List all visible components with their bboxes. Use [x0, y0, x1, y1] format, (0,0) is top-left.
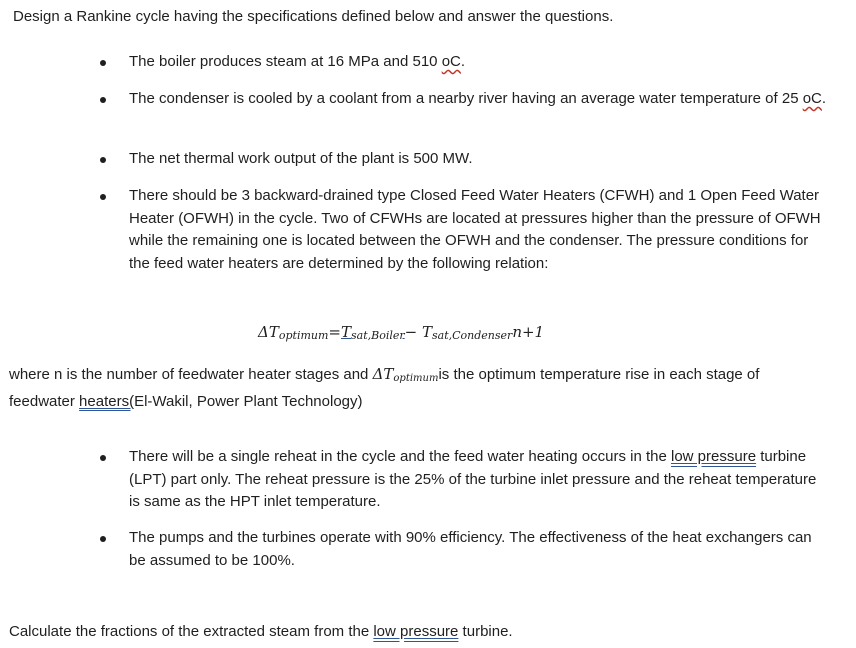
- item-text: There should be 3 backward-drained type Closed Feed Water Heaters (CFWH) and 1 Open Feed Water Heater (OFWH) in the cycle. Two of CFWHs are located at pressures higher than the pressure of OFWH while the remaining one is located between the OFWH and the condenser. The pressure conditions for the feed water heaters are determined by the following relation:: [129, 187, 821, 272]
- question-text: [9, 621, 829, 644]
- low-pressure-proofing-mark: low pressure: [671, 448, 757, 465]
- optimum-temperature-formula: [258, 321, 544, 348]
- where-paragraph: [9, 363, 829, 413]
- list-item-reheat: [129, 446, 829, 514]
- delta-t-symbol: ΔT: [372, 365, 394, 383]
- formula-sub-condenser: sat,Condenser: [432, 329, 513, 342]
- bullet-icon: [100, 157, 106, 163]
- item-punct: .: [821, 90, 827, 107]
- bullet-icon: [100, 97, 106, 103]
- where-text: where n is the number of feedwater heater stages and: [9, 366, 373, 383]
- intro-text: Design a Rankine cycle having the specifications defined below and answer the questions.: [13, 8, 614, 25]
- formula-n-plus-1: n+1: [512, 323, 545, 341]
- delta-t-sub: optimum: [393, 373, 439, 384]
- unit-degree-c: oC: [441, 53, 461, 70]
- list-item-feedwater-heaters: [129, 185, 829, 275]
- bullet-icon: [100, 455, 106, 461]
- bullet-icon: [100, 536, 106, 542]
- formula-sub-boiler: sat,Boiler: [351, 329, 405, 342]
- unit-degree-c: oC: [802, 90, 822, 107]
- item-text: The net thermal work output of the plant is 500 MW.: [129, 150, 473, 167]
- formula-sub-optimum: optimum: [278, 329, 329, 342]
- bullet-icon: [100, 60, 106, 66]
- question-post: turbine.: [458, 623, 513, 640]
- heaters-proofing-mark: heaters(: [79, 392, 135, 410]
- list-item-net-work: [129, 148, 829, 171]
- formula-equals: =: [328, 323, 341, 341]
- item-text: There will be a single reheat in the cycle and the feed water heating occurs in the: [129, 448, 671, 465]
- item-punct: .: [460, 53, 466, 70]
- formula-t: T: [268, 323, 279, 341]
- low-pressure-proofing-mark: low pressure: [373, 623, 459, 640]
- list-item-condenser: [129, 88, 829, 111]
- question-pre: Calculate the fractions of the extracted steam from the: [9, 623, 374, 640]
- where-citation: El-Wakil, Power Plant Technology): [134, 392, 363, 410]
- item-text: The pumps and the turbines operate with 90% efficiency. The effectiveness of the heat exchangers can be assumed to be 100%.: [129, 529, 812, 569]
- item-text: The boiler produces steam at 16 MPa and 510: [129, 53, 442, 70]
- list-item-boiler: [129, 51, 829, 74]
- item-text: The condenser is cooled by a coolant from a nearby river having an average water temperature of 25: [129, 90, 803, 107]
- formula-t-boiler: T: [341, 323, 352, 341]
- list-item-efficiency: [129, 527, 829, 572]
- bullet-icon: [100, 194, 106, 200]
- formula-boiler-term: [341, 323, 405, 341]
- formula-minus: −: [404, 323, 422, 341]
- where-text-mid: is the optimum temperature rise in each stage of feedwater: [9, 366, 760, 410]
- formula-t-condenser: T: [422, 323, 433, 341]
- item-text-rest: turbine (LPT) part only. The reheat pressure is the 25% of the turbine inlet pressure and the reheat temperature is same as the HPT inlet temperature.: [129, 448, 817, 510]
- formula-delta: Δ: [258, 323, 269, 341]
